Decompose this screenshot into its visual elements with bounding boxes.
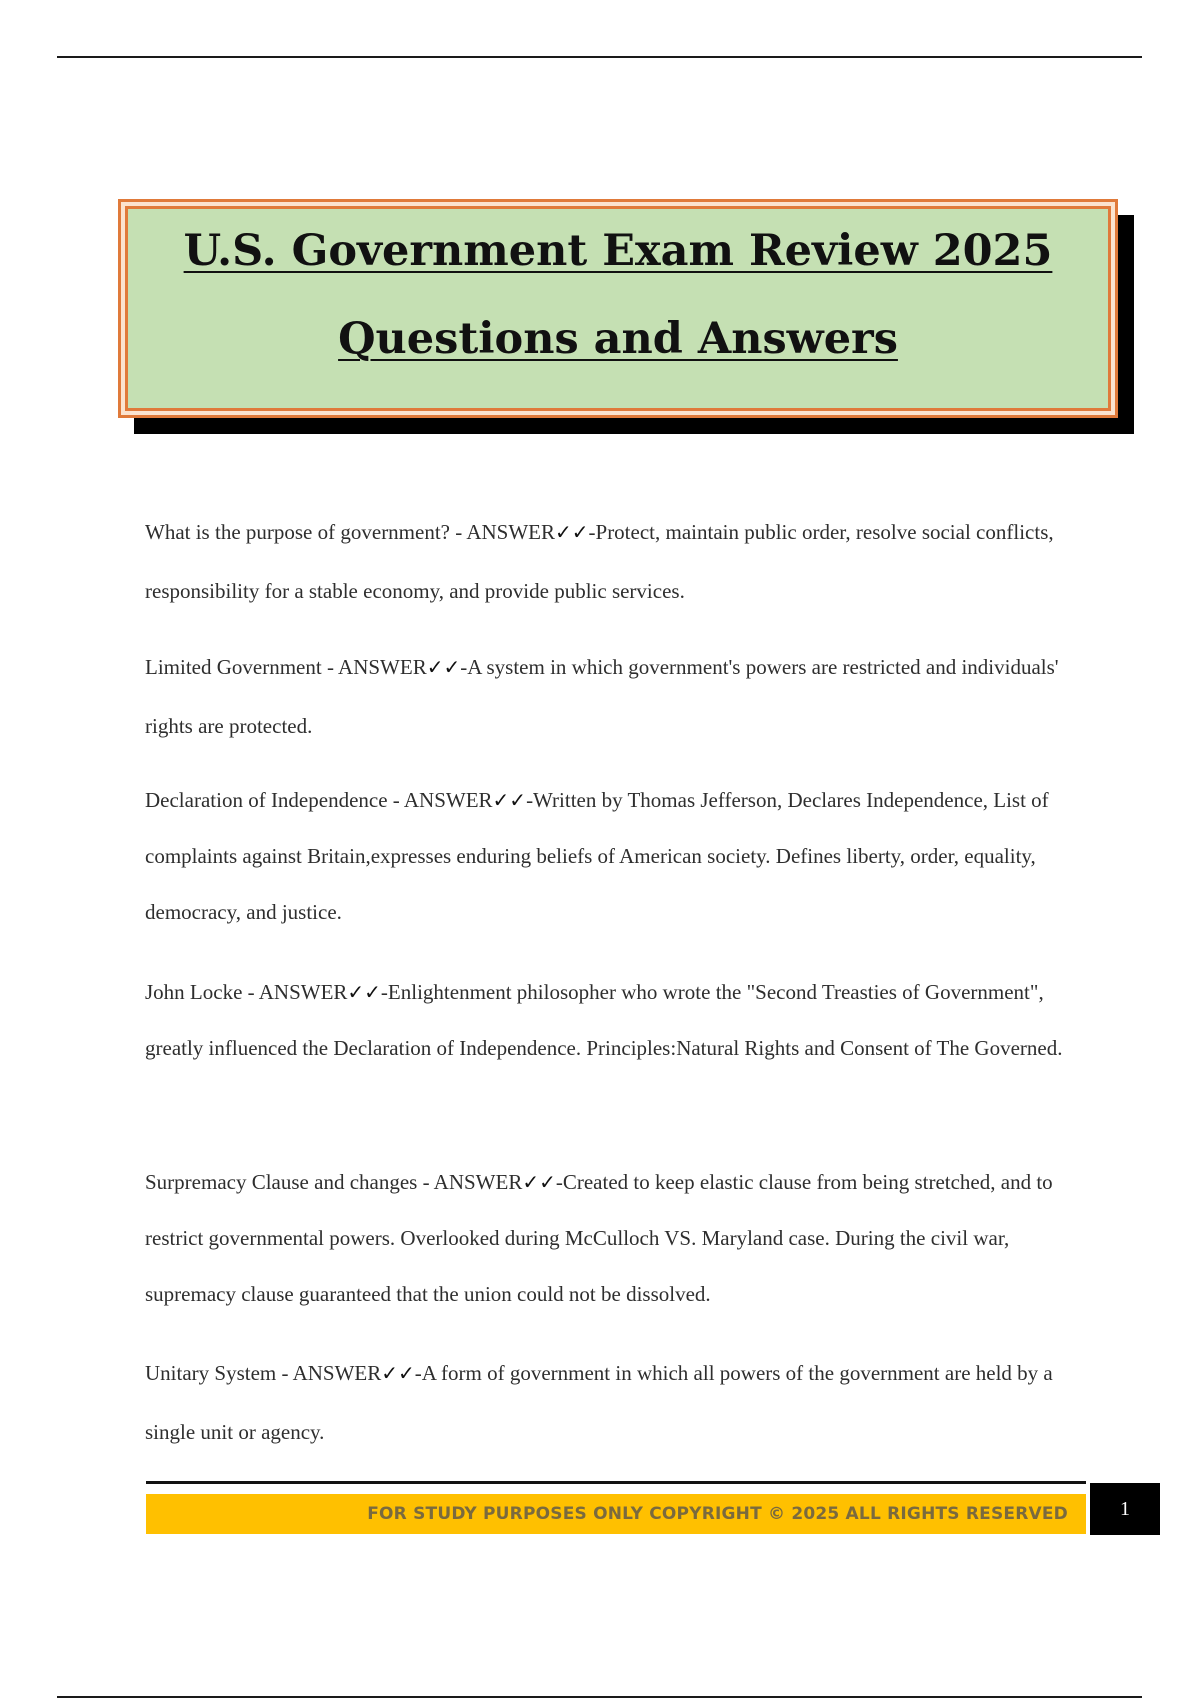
qa-answer: -A form of government in which all powers of the government are held by a single unit or agency. (145, 1361, 1053, 1444)
qa-term: What is the purpose of government? - (145, 520, 467, 544)
bottom-rule (57, 1696, 1142, 1698)
answer-marker: ANSWER (292, 1361, 382, 1385)
qa-answer: -Created to keep elastic clause from being stretched, and to restrict governmental powers. Overlooked during McCulloch VS. Maryland case. During the civil war, supremacy clause guaranteed that the union could not be dissolved. (145, 1170, 1053, 1306)
double-check-icon: ✓✓ (381, 1361, 415, 1385)
title-line-1: U.S. Government Exam Review 2025 (183, 226, 1053, 276)
double-check-icon: ✓✓ (555, 520, 589, 544)
top-rule (57, 56, 1142, 58)
qa-answer: -A system in which government's powers are restricted and individuals' rights are protected. (145, 655, 1059, 738)
page-number: 1 (1120, 1497, 1130, 1520)
footer-rule (146, 1481, 1086, 1484)
answer-marker: ANSWER (403, 788, 493, 812)
qa-answer: -Enlightenment philosopher who wrote the "Second Treasties of Government", greatly influenced the Declaration of Independence. Principles:Natural Rights and Consent of The Governed. (145, 980, 1063, 1060)
qa-answer: -Protect, maintain public order, resolve social conflicts, responsibility for a stable economy, and provide public services. (145, 520, 1054, 603)
qa-item (145, 772, 1080, 940)
double-check-icon: ✓✓ (426, 655, 461, 679)
footer-band (146, 1494, 1086, 1534)
qa-term: Limited Government - (145, 655, 339, 679)
answer-marker: ANSWER (433, 1170, 523, 1194)
double-check-icon: ✓✓ (492, 788, 527, 812)
qa-item (145, 1154, 1080, 1322)
copyright-notice: FOR STUDY PURPOSES ONLY COPYRIGHT © 2025 ALL RIGHTS RESERVED (367, 1504, 1068, 1524)
qa-term: Unitary System - (145, 1361, 293, 1385)
qa-item (145, 964, 1080, 1076)
qa-term: Surpremacy Clause and changes - (145, 1170, 434, 1194)
title-box (118, 199, 1118, 418)
title-line-2: Questions and Answers (338, 314, 898, 364)
qa-answer: -Written by Thomas Jefferson, Declares Independence, List of complaints against Britain,expresses enduring beliefs of American society. Defines liberty, order, equality, democracy, and justice. (145, 788, 1049, 924)
answer-marker: ANSWER (466, 520, 555, 544)
double-check-icon: ✓✓ (522, 1170, 556, 1194)
answer-marker: ANSWER (258, 980, 348, 1004)
page-number-box (1090, 1483, 1160, 1535)
double-check-icon: ✓✓ (347, 980, 381, 1004)
title-block (118, 199, 1118, 418)
qa-term: Declaration of Independence - (145, 788, 404, 812)
qa-item (145, 1344, 1080, 1462)
qa-item (145, 638, 1080, 756)
answer-marker: ANSWER (338, 655, 427, 679)
qa-item (145, 503, 1080, 621)
qa-term: John Locke - (145, 980, 259, 1004)
